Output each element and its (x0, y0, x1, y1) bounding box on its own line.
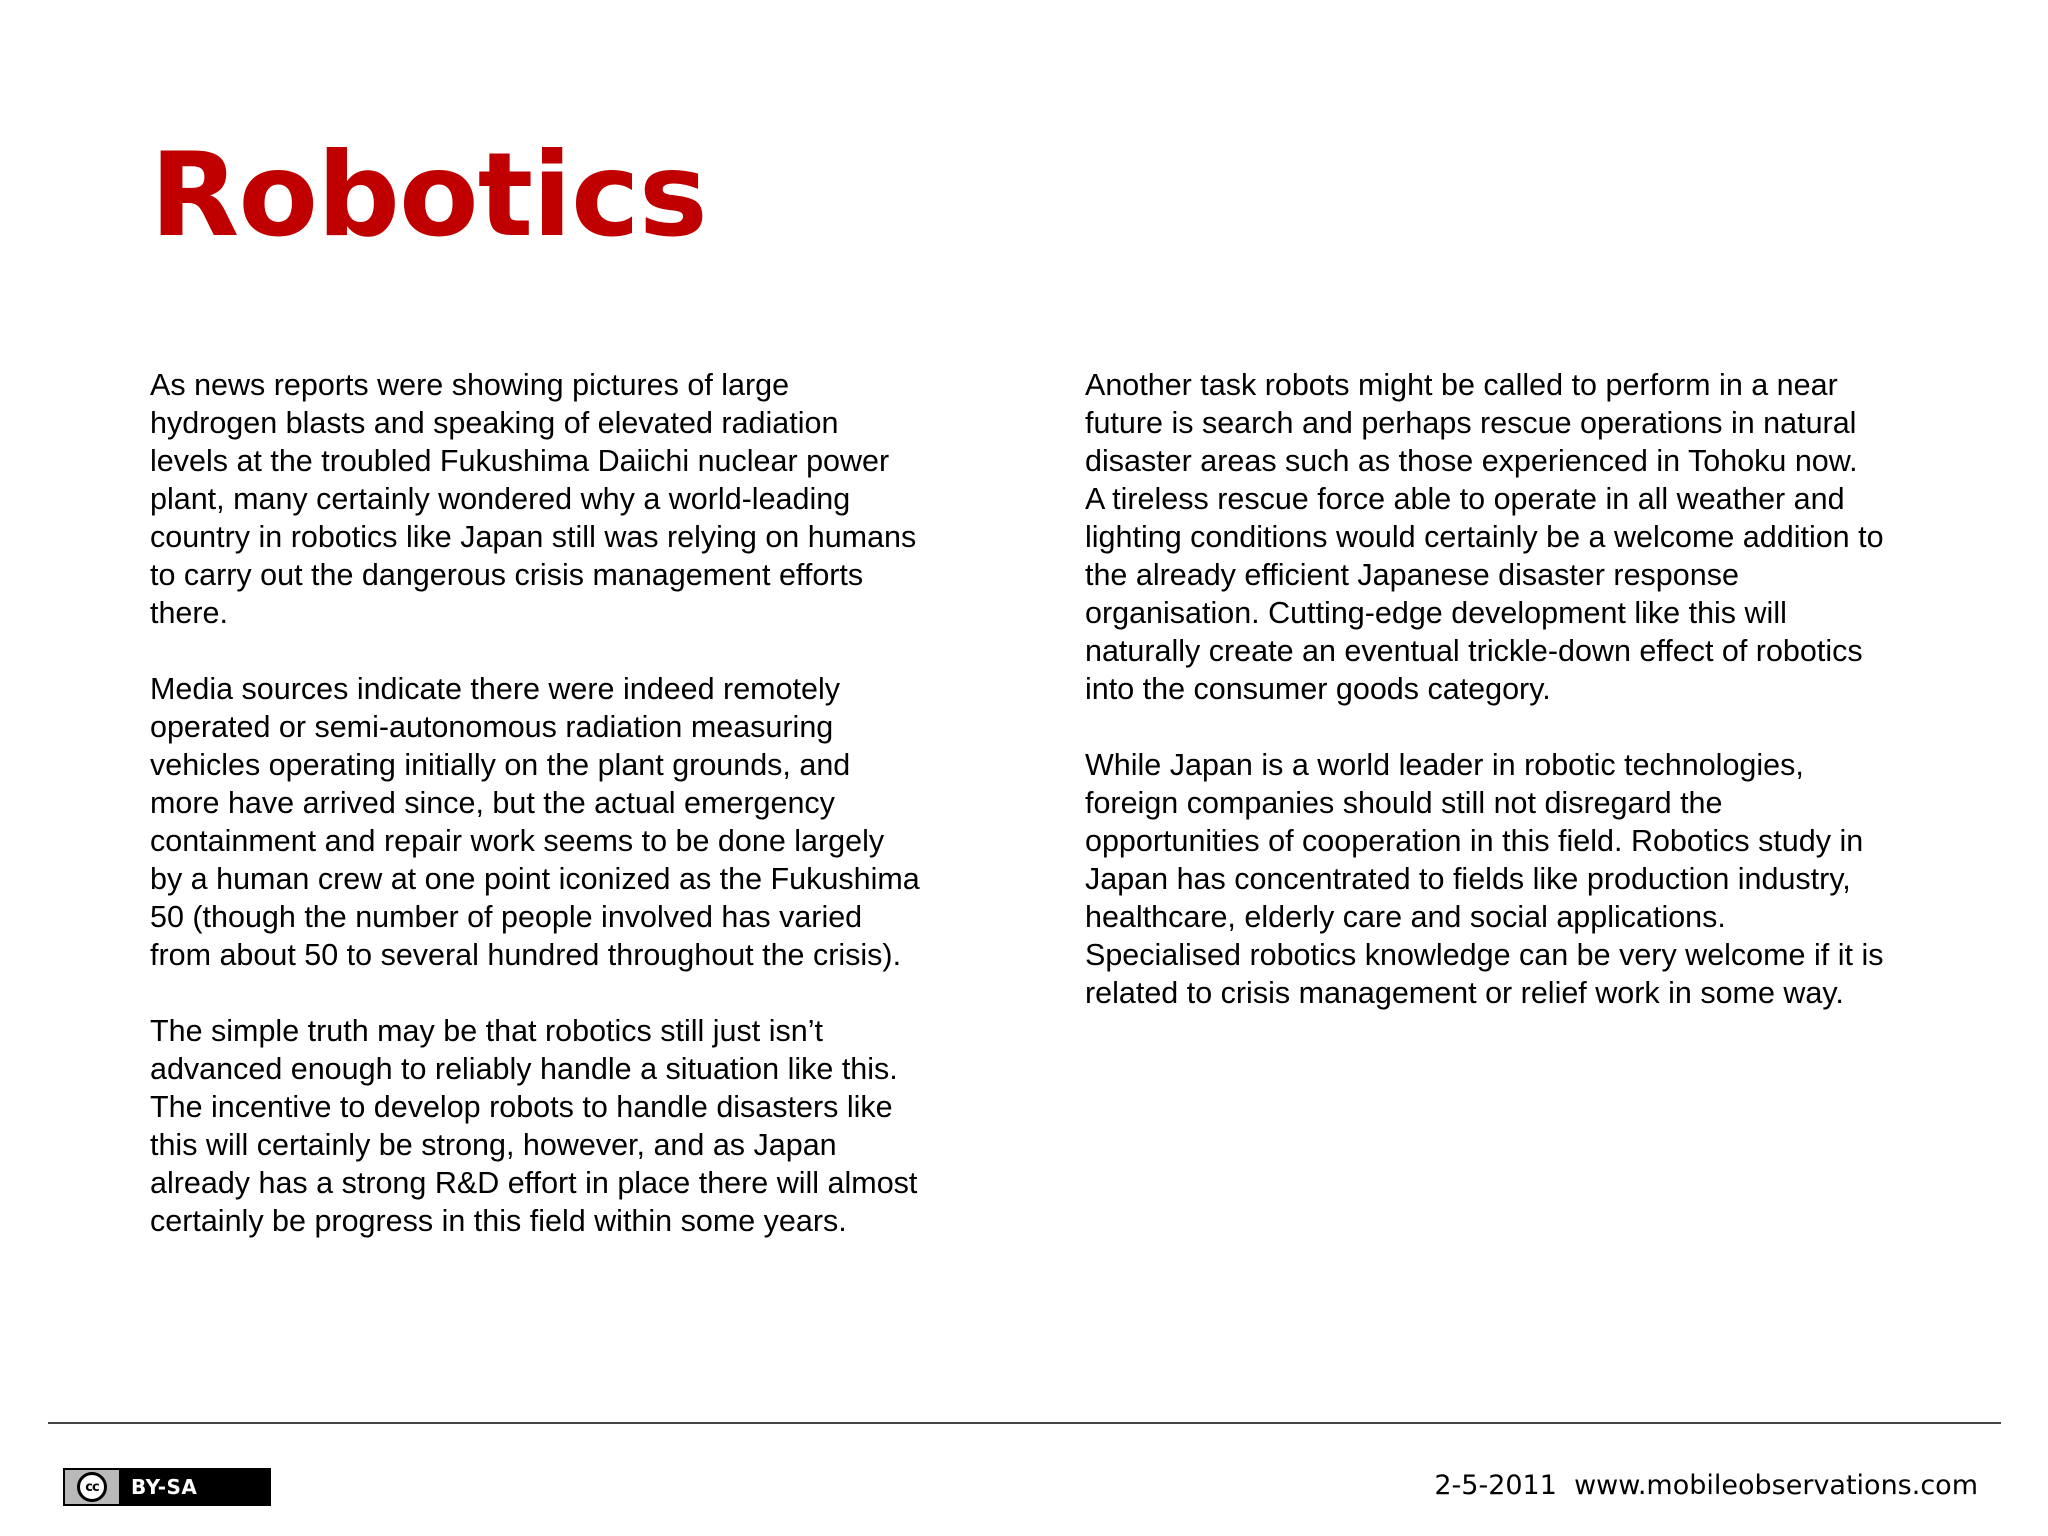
right-paragraph-1: Another task robots might be called to perform in a near future is search and perhaps rescue operations in natural disaster areas such as those experienced in Tohoku now. A tireless rescue force able to operate in all weather and lighting conditions would certainly be a welcome addition to the already efficient Japanese disaster response organisation. Cutting-edge development like this will naturally create an eventual trickle-down effect of robotics into the consumer goods category. (1085, 368, 1884, 706)
left-paragraph-2: Media sources indicate there were indeed remotely operated or semi-autonomous radiation measuring vehicles operating initially on the plant grounds, and more have arrived since, but the actual emergency containment and repair work seems to be done largely by a human crew at one point iconized as the Fukushima 50 (though the number of people involved has varied from about 50 to several hundred throughout the crisis). (150, 672, 920, 972)
left-column (150, 366, 980, 1278)
slide-title: Robotics (150, 128, 707, 263)
license-label: BY-SA (131, 1475, 198, 1499)
right-paragraph-2: While Japan is a world leader in robotic technologies, foreign companies should still not disregard the opportunities of cooperation in this field. Robotics study in Japan has concentrated to fields like production industry, healthcare, elderly care and social applications. Specialised robotics knowledge can be very welcome if it is related to crisis management or relief work in some way. (1085, 748, 1884, 1010)
creative-commons-icon: cc (77, 1472, 107, 1502)
cc-by-sa-badge (63, 1468, 271, 1506)
cc-icon-container (65, 1470, 119, 1504)
right-column (1085, 366, 1925, 1050)
left-paragraph-3: The simple truth may be that robotics still just isn’t advanced enough to reliably handle a situation like this. The incentive to develop robots to handle disasters like this will certainly be strong, however, and as Japan already has a strong R&D effort in place there will almost certainly be progress in this field within some years. (150, 1014, 918, 1238)
footer-date-website: 2-5-2011 www.mobileobservations.com (1434, 1470, 1978, 1501)
footer-divider (48, 1422, 2001, 1424)
left-paragraph-1: As news reports were showing pictures of large hydrogen blasts and speaking of elevated radiation levels at the troubled Fukushima Daiichi nuclear power plant, many certainly wondered why a world-leading country in robotics like Japan still was relying on humans to carry out the dangerous crisis management efforts there. (150, 368, 917, 630)
